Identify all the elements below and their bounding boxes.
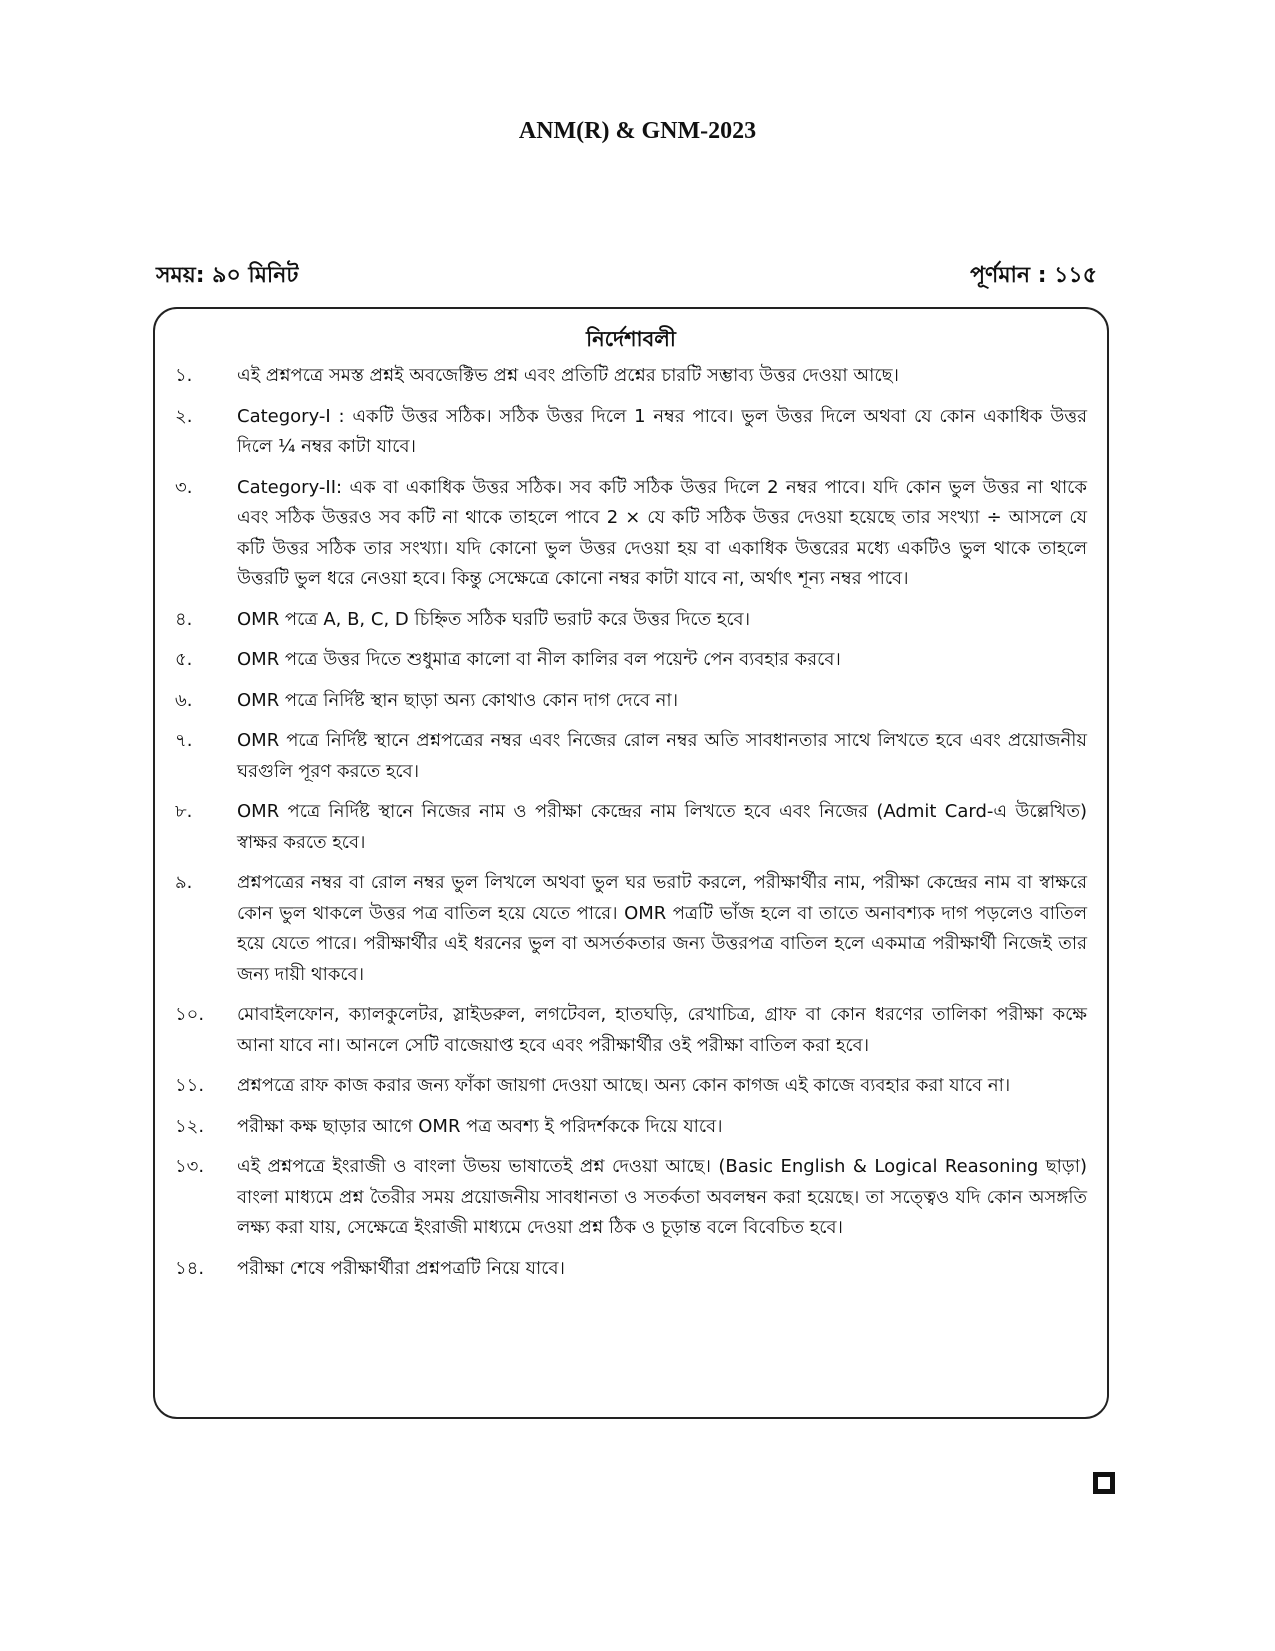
instruction-text: OMR পত্রে নির্দিষ্ট স্থান ছাড়া অন্য কোথাও কোন দাগ দেবে না। — [237, 689, 678, 711]
instruction-item — [175, 1112, 1087, 1143]
instruction-number: ১৪. — [175, 1257, 205, 1279]
instruction-item — [175, 361, 1087, 392]
instruction-text: পরীক্ষা কক্ষ ছাড়ার আগে OMR পত্র অবশ্য ই পরিদর্শককে দিয়ে যাবে। — [237, 1115, 723, 1137]
instruction-item — [175, 686, 1087, 717]
instruction-text: OMR পত্রে নির্দিষ্ট স্থানে নিজের নাম ও পরীক্ষা কেন্দ্রের নাম লিখতে হবে এবং নিজের (Admit Card-এ উল্লেখিত) স্বাক্ষর করতে হবে। — [237, 801, 1087, 853]
document-title: ANM(R) & GNM-2023 — [518, 118, 757, 144]
instruction-text: প্রশ্নপত্রে রাফ কাজ করার জন্য ফাঁকা জায়গা দেওয়া আছে। অন্য কোন কাগজ এই কাজে ব্যবহার করা যাবে না। — [237, 1075, 1011, 1096]
instruction-number: ১১. — [175, 1075, 205, 1096]
instruction-number: ২. — [175, 405, 193, 427]
square-mark-icon — [1093, 1472, 1115, 1494]
instructions-heading: নির্দেশাবলী — [586, 327, 676, 351]
instruction-number: ১৩. — [175, 1156, 205, 1177]
full-marks: পূর্ণমান : ১১৫ — [970, 263, 1097, 288]
instruction-item — [175, 1000, 1087, 1061]
instruction-item — [175, 402, 1087, 463]
instruction-number: ৮. — [175, 801, 193, 822]
instruction-number: ১২. — [175, 1115, 205, 1137]
instruction-item — [175, 1071, 1087, 1102]
instruction-item — [175, 645, 1087, 676]
instruction-text: OMR পত্রে নির্দিষ্ট স্থানে প্রশ্নপত্রের নম্বর এবং নিজের রোল নম্বর অতি সাবধানতার সাথে লিখতে হবে এবং প্রয়োজনীয় ঘরগুলি পূরণ করতে হবে। — [237, 730, 1087, 782]
instruction-text: এই প্রশ্নপত্রে সমস্ত প্রশ্নই অবজেক্টিভ প্রশ্ন এবং প্রতিটি প্রশ্নের চারটি সম্ভাব্য উত্তর দেওয়া আছে। — [237, 365, 899, 386]
instruction-number: ৯. — [175, 872, 193, 893]
instruction-number: ৩. — [175, 476, 193, 498]
instruction-text: OMR পত্রে A, B, C, D চিহ্নিত সঠিক ঘরটি ভরাট করে উত্তর দিতে হবে। — [237, 608, 751, 630]
instruction-number: ১০. — [175, 1004, 205, 1025]
instruction-item — [175, 797, 1087, 858]
instruction-item — [175, 605, 1087, 636]
instruction-item — [175, 1254, 1087, 1285]
instruction-text: মোবাইলফোন, ক্যালকুলেটর, স্লাইডরুল, লগটেবল, হাতঘড়ি, রেখাচিত্র, গ্রাফ বা কোন ধরণের তালিকা পরীক্ষা কক্ষে আনা যাবে না। আনলে সেটি বাজেয়াপ্ত হবে এবং পরীক্ষার্থীর ওই পরীক্ষা বাতিল করা হবে। — [237, 1004, 1087, 1056]
instruction-text: OMR পত্রে উত্তর দিতে শুধুমাত্র কালো বা নীল কালির বল পয়েন্ট পেন ব্যবহার করবে। — [237, 649, 841, 670]
instruction-text: Category-I : একটি উত্তর সঠিক। সঠিক উত্তর দিলে 1 নম্বর পাবে। ভুল উত্তর দিলে অথবা যে কোন একাধিক উত্তর দিলে ¼ নম্বর কাটা যাবে। — [237, 405, 1087, 457]
instruction-text: প্রশ্নপত্রের নম্বর বা রোল নম্বর ভুল লিখলে অথবা ভুল ঘর ভরাট করলে, পরীক্ষার্থীর নাম, পরীক্ষা কেন্দ্রের নাম বা স্বাক্ষরে কোন ভুল থাকলে উত্তর পত্র বাতিল হয়ে যেতে পারে। OMR পত্রটি ভাঁজ হলে বা তাতে অনাবশ্যক দাগ পড়লেও বাতিল হয়ে যেতে পারে। পরীক্ষার্থীর এই ধরনের ভুল বা অসর্তকতার জন্য উত্তরপত্র বাতিল হলে একমাত্র পরীক্ষার্থী নিজেই তার জন্য দায়ী থাকবে। — [237, 872, 1087, 985]
instruction-text: এই প্রশ্নপত্রে ইংরাজী ও বাংলা উভয় ভাষাতেই প্রশ্ন দেওয়া আছে। (Basic English & Logical Reasoning ছাড়া) বাংলা মাধ্যমে প্রশ্ন তৈরীর সময় প্রয়োজনীয় সাবধানতা ও সতর্কতা অবলম্বন করা হয়েছে। তা সত্ত্বেও যদি কোন অসঙ্গতি লক্ষ্য করা যায়, সেক্ষেত্রে ইংরাজী মাধ্যমে দেওয়া প্রশ্ন ঠিক ও চূড়ান্ত বলে বিবেচিত হবে। — [237, 1156, 1087, 1238]
instruction-text: Category-II: এক বা একাধিক উত্তর সঠিক। সব কটি সঠিক উত্তর দিলে 2 নম্বর পাবে। যদি কোন ভুল উত্তর না থাকে এবং সঠিক উত্তরও সব কটি না থাকে তাহলে পাবে 2 × যে কটি সঠিক উত্তর দেওয়া হয়েছে তার সংখ্যা ÷ আসলে যে কটি উত্তর সঠিক তার সংখ্যা। যদি কোনো ভুল উত্তর দেওয়া হয় বা একাধিক উত্তরের মধ্যে একটিও ভুল থাকে তাহলে উত্তরটি ভুল ধরে নেওয়া হবে। কিন্তু সেক্ষেত্রে কোনো নম্বর কাটা যাবে না, অর্থাৎ শূন্য নম্বর পাবে। — [237, 476, 1087, 589]
instruction-item — [175, 1152, 1087, 1244]
instruction-number: ৭. — [175, 730, 193, 751]
instruction-number: ১. — [175, 365, 193, 386]
exam-time: সময়: ৯০ মিনিট — [156, 263, 299, 288]
instruction-number: ৪. — [175, 608, 193, 630]
instructions-list — [175, 361, 1087, 1294]
instruction-number: ৬. — [175, 689, 193, 711]
instruction-number: ৫. — [175, 649, 193, 670]
instruction-item — [175, 473, 1087, 595]
instruction-item — [175, 868, 1087, 990]
instruction-item — [175, 726, 1087, 787]
instructions-box — [153, 307, 1109, 1419]
instruction-text: পরীক্ষা শেষে পরীক্ষার্থীরা প্রশ্নপত্রটি নিয়ে যাবে। — [237, 1257, 565, 1279]
